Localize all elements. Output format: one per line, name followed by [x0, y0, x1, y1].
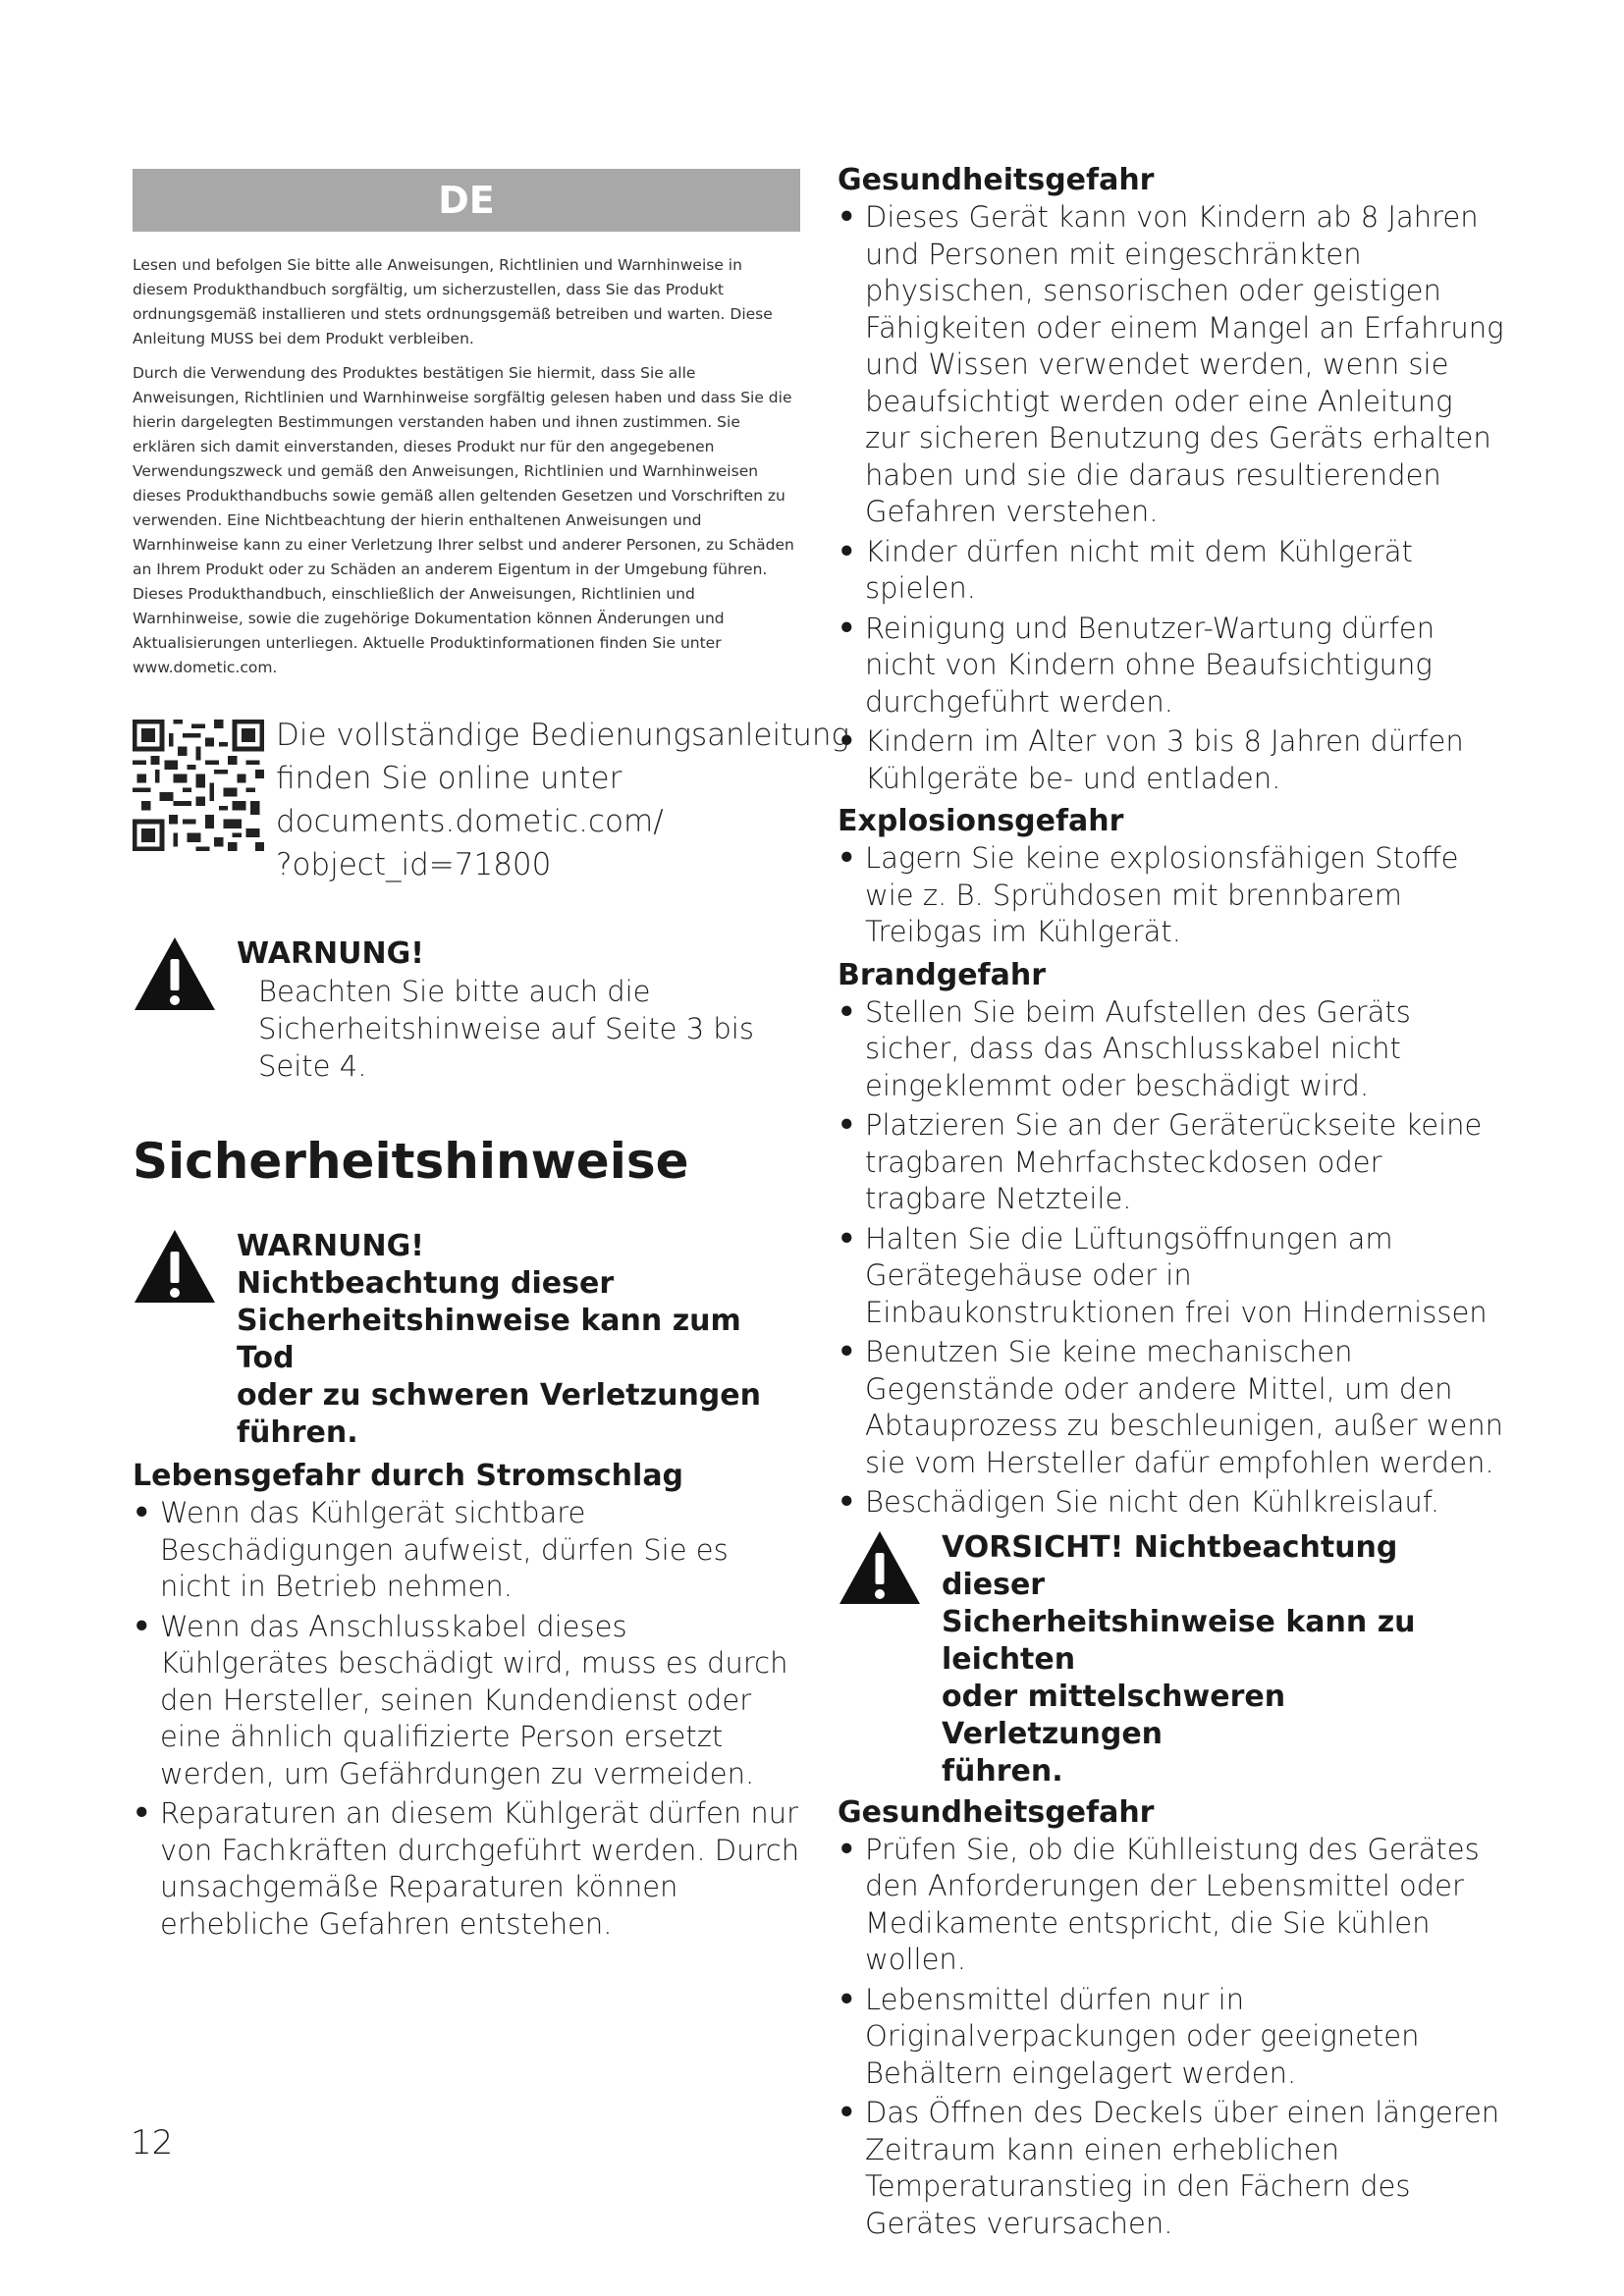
left-column — [133, 169, 850, 1949]
caution-line: führen. — [942, 1753, 1063, 1789]
safety-heading: Sicherheitshinweise — [133, 1133, 689, 1190]
list-item: • Stellen Sie beim Aufstellen des Geräts sicher, dass das Anschlusskabel nicht eingeklemmt oder beschädigt wird. — [838, 994, 1505, 1105]
warning-line: Sicherheitshinweise kann zum Tod — [237, 1304, 741, 1375]
warning-notice — [133, 935, 800, 1085]
caution-line: Sicherheitshinweise kann zu leichten — [942, 1604, 1416, 1677]
qr-caption-line: Die vollständige Bedienungsanleitung — [276, 718, 850, 753]
bullet-list — [838, 1832, 1505, 2243]
caution-line: oder mittelschweren Verletzungen — [942, 1679, 1286, 1751]
intro-paragraph-2: Durch die Verwendung des Produktes bestätigen Sie hiermit, dass Sie alle Anweisungen, Richtlinien und Warnhinweise sorgfältig gelesen haben und dass Sie die hierin dargelegten Bestimmungen verstanden haben und ihnen zustimmen. Sie erklären sich damit einverstanden, dieses Produkt nur für den angegebenen Verwendungszweck und gemäß den Anweisungen, Richtlinien und Warnhinweisen dieses Produkthandbuchs sowie gemäß allen geltenden Gesetzen und Vorschriften zu verwenden. Eine Nichtbeachtung der hierin enthaltenen Anweisungen und Warnhinweise kann zu einer Verletzung Ihrer selbst und anderer Personen, zu Schäden an Ihrem Produkt oder zu Schäden an anderem Eigentum in der Umgebung führen. Dieses Produkthandbuch, einschließlich der Anweisungen, Richtlinien und Warnhinweise, sowie die zugehörige Dokumentation können Änderungen und Aktualisierungen unterliegen. Aktuelle Produktinformationen finden Sie unter www.dometic.com. — [133, 364, 794, 676]
list-item: • Lagern Sie keine explosionsfähigen Stoffe wie z. B. Sprühdosen mit brennbarem Treibgas im Kühlgerät. — [838, 840, 1505, 951]
caution-line: VORSICHT! Nichtbeachtung dieser — [942, 1529, 1398, 1602]
caution-body — [942, 1529, 1505, 1790]
intro-paragraph-1: Lesen und befolgen Sie bitte alle Anweisungen, Richtlinien und Warnhinweise in diesem Produkthandbuch sorgfältig, um sicherzustellen, dass Sie das Produkt ordnungsgemäß installieren und stets ordnungsgemäß betreiben und warten. Diese Anleitung MUSS bei dem Produkt verbleiben. — [133, 256, 773, 347]
list-item: • Beschädigen Sie nicht den Kühlkreislauf. — [838, 1484, 1505, 1522]
warning-body — [237, 935, 800, 1085]
bullet-list — [838, 994, 1505, 1522]
qr-block — [133, 714, 850, 886]
warning-text: Beachten Sie bitte auch die Sicherheitshinweise auf Seite 3 bis Seite 4. — [258, 975, 754, 1083]
list-item: • Benutzen Sie keine mechanischen Gegenstände oder andere Mittel, um den Abtauprozess zu beschleunigen, außer wenn sie vom Hersteller dafür empfohlen werden. — [838, 1334, 1505, 1481]
language-bar: DE — [133, 169, 800, 232]
warning-line: Nichtbeachtung dieser — [237, 1266, 615, 1301]
list-item: • Prüfen Sie, ob die Kühlleistung des Gerätes den Anforderungen der Lebensmittel oder Medikamente entspricht, die Sie kühlen wollen. — [838, 1832, 1505, 1979]
qr-caption — [276, 714, 849, 886]
warning-line: oder zu schweren Verletzungen — [237, 1378, 761, 1413]
warning-title: WARNUNG! — [237, 936, 424, 971]
list-item: • Reinigung und Benutzer-Wartung dürfen nicht von Kindern ohne Beaufsichtigung durchgeführt werden. — [838, 611, 1505, 721]
list-item: • Das Öffnen des Deckels über einen längeren Zeitraum kann einen erheblichen Temperaturanstieg in den Fächern des Gerätes verursachen. — [838, 2095, 1505, 2242]
warning-body — [237, 1228, 800, 1452]
section-heading: Gesundheitsgefahr — [838, 163, 1155, 197]
qr-caption-line: finden Sie online unter — [276, 761, 623, 796]
warning-line: führen. — [237, 1415, 358, 1450]
right-column — [838, 162, 1505, 2248]
section-heading: Gesundheitsgefahr — [838, 1794, 1155, 1830]
bullet-list — [838, 199, 1505, 797]
caution-notice — [838, 1529, 1505, 1790]
bullet-list — [838, 840, 1505, 951]
list-item: • Lebensmittel dürfen nur in Originalverpackungen oder geeigneten Behältern eingelagert werden. — [838, 1982, 1505, 2093]
qr-url-line[interactable]: documents.dometic.com/ — [276, 804, 664, 839]
list-item: • Reparaturen an diesem Kühlgerät dürfen nur von Fachkräften durchgeführt werden. Durch unsachgemäße Reparaturen können erhebliche Gefahren entstehen. — [133, 1795, 800, 1943]
section-heading: Explosionsgefahr — [838, 804, 1124, 838]
section-heading: Lebensgefahr durch Stromschlag — [133, 1459, 684, 1493]
page-number: 12 — [131, 2123, 174, 2163]
warning-triangle-icon — [838, 1529, 922, 1606]
list-item: • Halten Sie die Lüftungsöffnungen am Gerätegehäuse oder in Einbaukonstruktionen frei von Hindernissen — [838, 1221, 1505, 1332]
warning-triangle-icon — [133, 935, 217, 1012]
warning-triangle-icon — [133, 1228, 217, 1305]
list-item: • Kinder dürfen nicht mit dem Kühlgerät spielen. — [838, 534, 1505, 608]
qr-url-line[interactable]: ?object_id=71800 — [276, 847, 552, 882]
list-item: • Wenn das Kühlgerät sichtbare Beschädigungen aufweist, dürfen Sie es nicht in Betrieb nehmen. — [133, 1495, 800, 1606]
warning-line: WARNUNG! — [237, 1229, 424, 1263]
warning-notice-2 — [133, 1228, 800, 1452]
section-heading: Brandgefahr — [838, 957, 1047, 992]
list-item: • Platzieren Sie an der Geräterückseite keine tragbaren Mehrfachsteckdosen oder tragbare Netzteile. — [838, 1107, 1505, 1218]
list-item: • Wenn das Anschlusskabel dieses Kühlgerätes beschädigt wird, muss es durch den Hersteller, seinen Kundendienst oder eine ähnlich qualifizierte Person ersetzt werden, um Gefährdungen zu vermeiden. — [133, 1609, 800, 1793]
bullet-list — [133, 1495, 800, 1943]
list-item: • Kindern im Alter von 3 bis 8 Jahren dürfen Kühlgeräte be- und entladen. — [838, 723, 1505, 797]
qr-code-icon[interactable] — [133, 720, 264, 851]
list-item: • Dieses Gerät kann von Kindern ab 8 Jahren und Personen mit eingeschränkten physischen, sensorischen oder geistigen Fähigkeiten oder einem Mangel an Erfahrung und Wissen verwendet werden, wenn sie beaufsichtigt werden oder eine Anleitung zur sicheren Benutzung des Geräts erhalten haben und sie die daraus resultierenden Gefahren verstehen. — [838, 199, 1505, 531]
